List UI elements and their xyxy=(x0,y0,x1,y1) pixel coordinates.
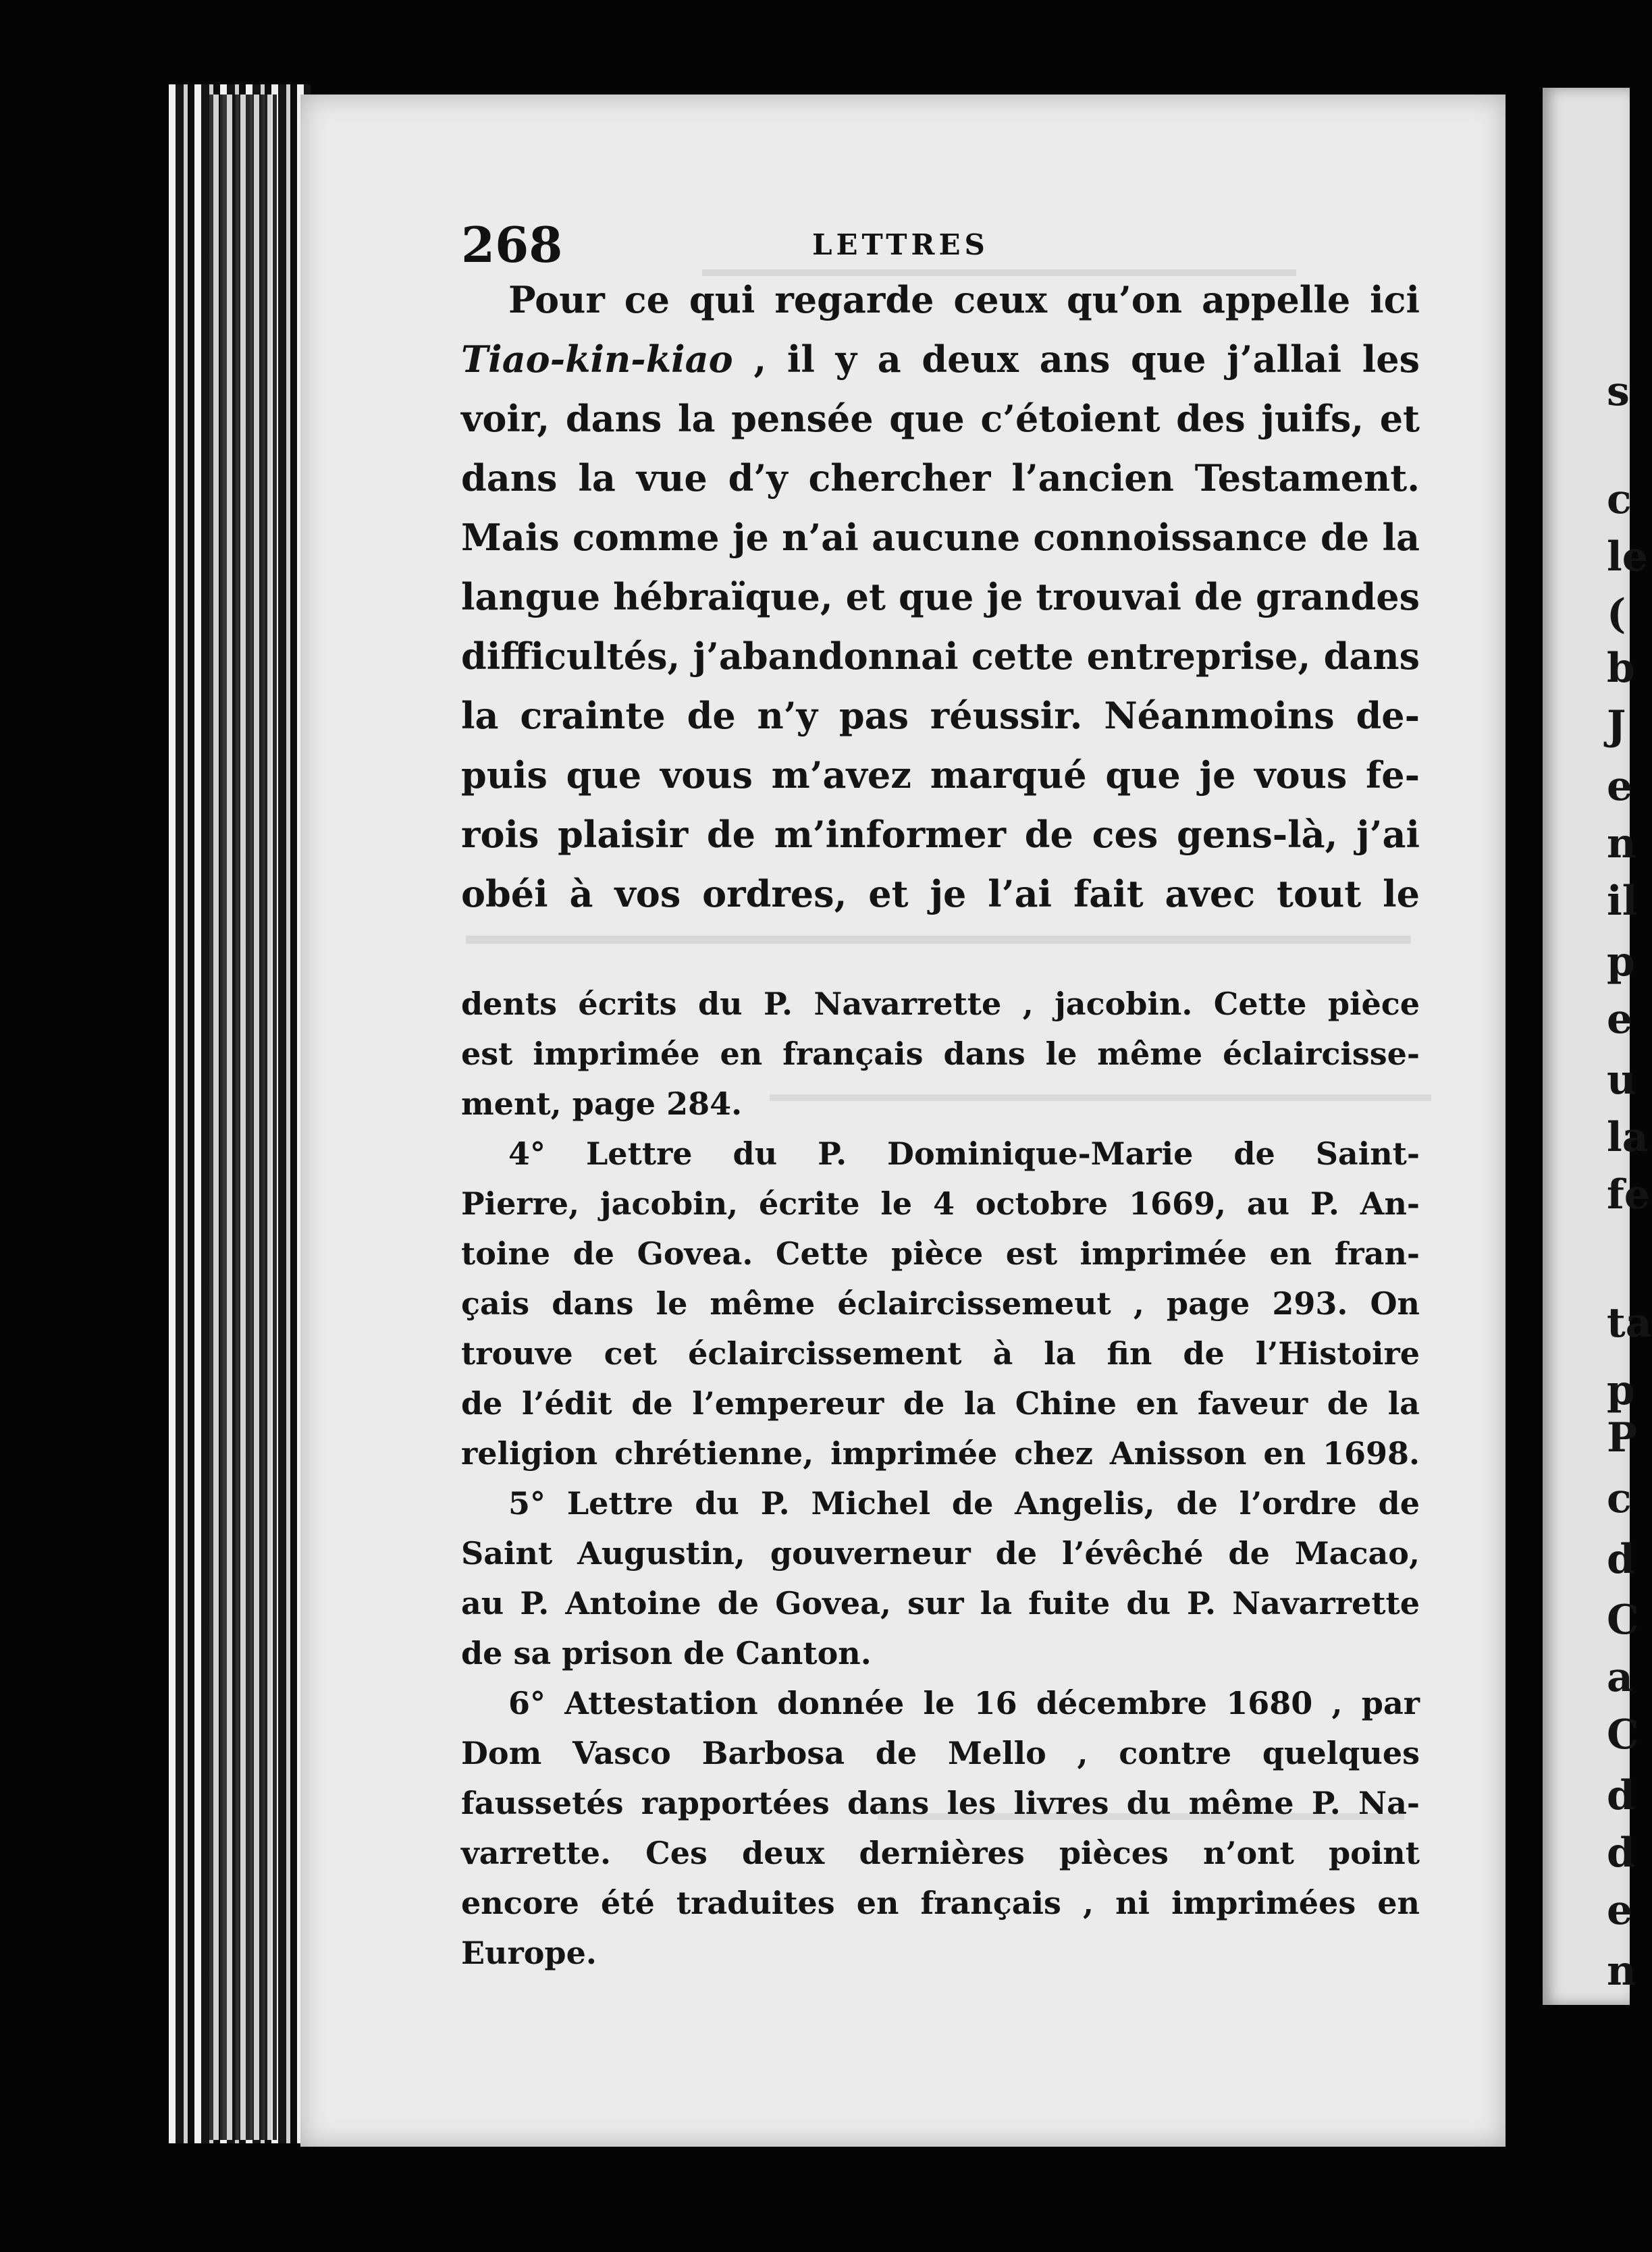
facing-page-char: e xyxy=(1607,763,1633,810)
text-line: de sa prison de Canton. xyxy=(461,1635,872,1671)
facing-page-char: ta xyxy=(1607,1299,1652,1347)
text-line: toine de Govea. Cette pièce est imprimée en fran- xyxy=(461,1235,1420,1272)
bleed-through-texture xyxy=(466,925,1418,959)
facing-page-char: J xyxy=(1607,702,1626,749)
facing-page-char: n xyxy=(1607,1948,1636,1995)
book-page-edges-inner xyxy=(209,95,277,2140)
text-line: ment, page 284. xyxy=(461,1085,743,1122)
text-line: varrette. Ces deux dernières pièces n’ont point xyxy=(461,1835,1420,1871)
text-line: encore été traduites en français , ni imprimées en xyxy=(461,1885,1420,1921)
page-number: 268 xyxy=(461,216,563,273)
facing-page-char: fe xyxy=(1607,1171,1650,1218)
facing-page-char: e xyxy=(1607,996,1633,1043)
text-line: Pour ce qui regarde ceux qu’on appelle ici xyxy=(508,278,1420,321)
facing-page-fragment xyxy=(1543,88,1652,2005)
text-line: Europe. xyxy=(461,1935,597,1971)
facing-page-char: la xyxy=(1607,1114,1649,1161)
facing-page-char: ( xyxy=(1607,591,1626,638)
facing-page-char: n xyxy=(1607,820,1636,867)
text-span: , il y a deux ans que j’allai les xyxy=(732,338,1420,381)
facing-page-char: d xyxy=(1607,1536,1635,1583)
text-line: de l’édit de l’empereur de la Chine en faveur de la xyxy=(461,1385,1420,1422)
text-line: obéi à vos ordres, et je l’ai fait avec tout le xyxy=(461,872,1420,915)
facing-page-char: u xyxy=(1607,1056,1636,1104)
text-line: la crainte de n’y pas réussir. Néanmoins de- xyxy=(461,694,1420,737)
facing-page-char: c xyxy=(1607,476,1632,523)
text-line: difficultés, j’abandonnai cette entreprise, dans xyxy=(461,635,1420,678)
text-line: dents écrits du P. Navarrette , jacobin. Cette pièce xyxy=(461,986,1420,1022)
facing-page-char: C xyxy=(1607,1711,1639,1759)
running-head: LETTRES xyxy=(812,228,989,261)
text-line: faussetés rapportées dans les livres du même P. Na- xyxy=(461,1785,1420,1821)
text-line: dans la vue d’y chercher l’ancien Testament. xyxy=(461,456,1420,500)
facing-page-char: d xyxy=(1607,1772,1635,1819)
facing-page-char: p xyxy=(1607,938,1635,986)
main-body-text xyxy=(461,270,1420,923)
italic-term: Tiao-kin-kiao xyxy=(461,338,733,381)
text-line: au P. Antoine de Govea, sur la fuite du P. Navarrette xyxy=(461,1585,1420,1621)
footnote-text xyxy=(461,979,1420,1978)
text-line xyxy=(461,329,1420,389)
text-line: 6° Attestation donnée le 16 décembre 1680 , par xyxy=(508,1685,1420,1721)
facing-page-char: p xyxy=(1607,1367,1635,1414)
text-line: 4° Lettre du P. Dominique-Marie de Saint- xyxy=(508,1135,1420,1172)
facing-page-char: e xyxy=(1607,1887,1633,1934)
facing-page-char: a xyxy=(1607,1654,1633,1701)
text-line: voir, dans la pensée que c’étoient des juifs, et xyxy=(461,397,1420,440)
facing-page-char: le xyxy=(1607,533,1648,581)
text-line: trouve cet éclaircissement à la fin de l’Histoire xyxy=(461,1335,1420,1372)
facing-page-char: C xyxy=(1607,1597,1639,1644)
text-line: rois plaisir de m’informer de ces gens-là, j’ai xyxy=(461,813,1420,856)
text-line: Dom Vasco Barbosa de Mello , contre quelques xyxy=(461,1735,1420,1771)
facing-page-char: c xyxy=(1607,1475,1632,1522)
text-line: Saint Augustin, gouverneur de l’évêché de Macao, xyxy=(461,1535,1420,1572)
text-line: religion chrétienne, imprimée chez Anisson en 1698. xyxy=(461,1435,1420,1472)
text-line: est imprimée en français dans le même éclaircisse- xyxy=(461,1036,1420,1072)
facing-page-char: s xyxy=(1607,368,1630,415)
text-line: çais dans le même éclaircissemeut , page 293. On xyxy=(461,1285,1420,1322)
facing-page-char: il xyxy=(1607,878,1638,925)
facing-page-char: d xyxy=(1607,1829,1635,1877)
page-header xyxy=(461,216,1416,277)
facing-page-char: P xyxy=(1607,1414,1638,1462)
text-line: puis que vous m’avez marqué que je vous fe- xyxy=(461,753,1420,797)
facing-page-char: b xyxy=(1607,645,1635,692)
text-line: 5° Lettre du P. Michel de Angelis, de l’ordre de xyxy=(508,1485,1420,1522)
text-line: langue hébraïque, et que je trouvai de grandes xyxy=(461,575,1420,618)
text-line: Pierre, jacobin, écrite le 4 octobre 1669, au P. An- xyxy=(461,1185,1420,1222)
text-line: Mais comme je n’ai aucune connoissance de la xyxy=(461,516,1420,559)
